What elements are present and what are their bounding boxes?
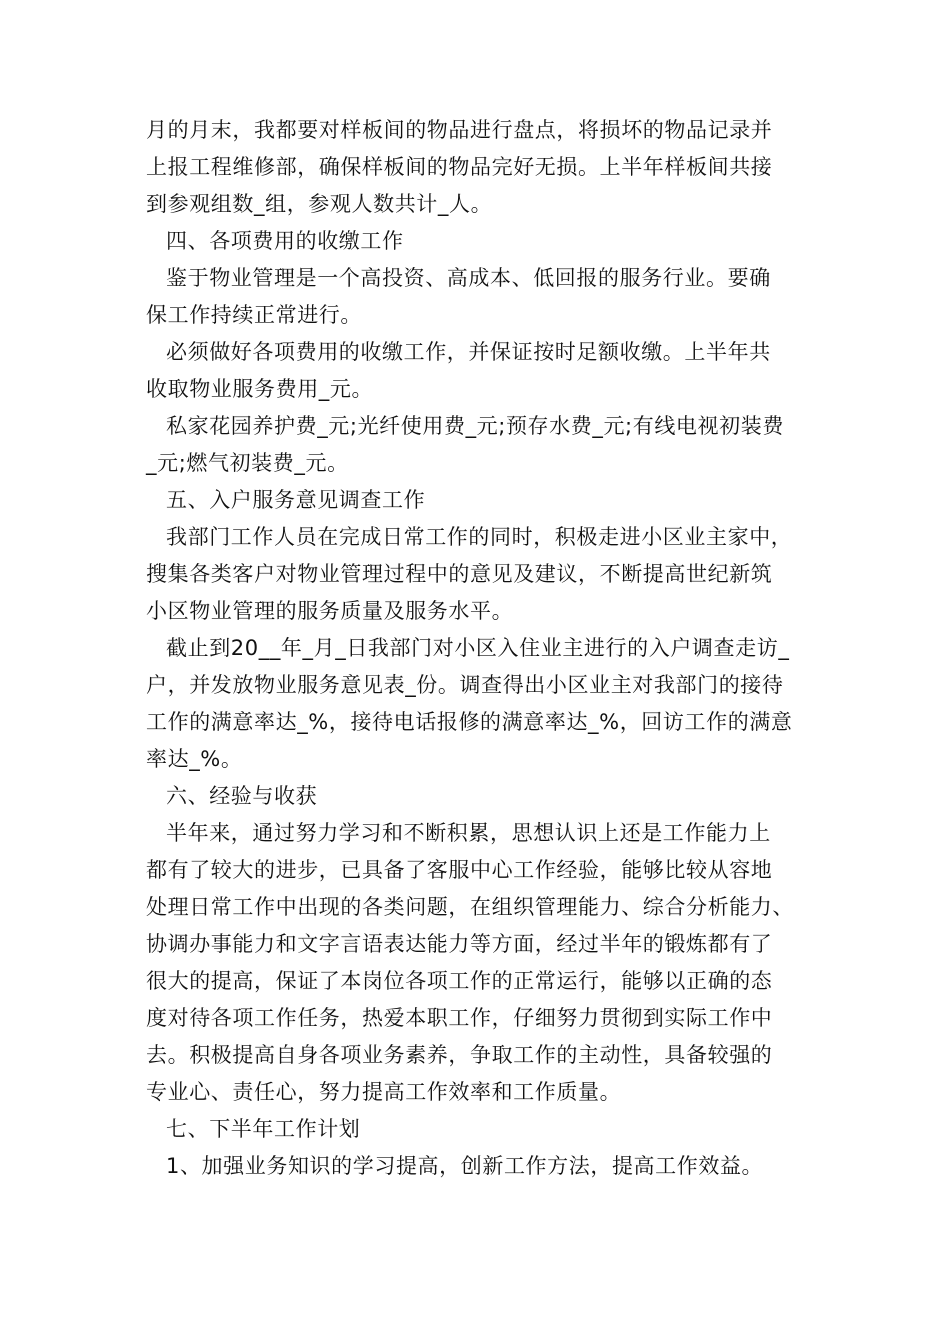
text-line: 工作的满意率达_%，接待电话报修的满意率达_%，回访工作的满意 (146, 710, 793, 734)
text-line: 保工作持续正常进行。 (146, 303, 362, 327)
text-line: 度对待各项工作任务，热爱本职工作，仔细努力贯彻到实际工作中 (146, 1006, 773, 1030)
document-body (146, 112, 822, 1185)
text-line: 率达_%。 (146, 747, 243, 771)
section-heading: 四、各项费用的收缴工作 (166, 229, 404, 253)
section-heading: 七、下半年工作计划 (166, 1117, 361, 1141)
text-line: 处理日常工作中出现的各类问题，在组织管理能力、综合分析能力、 (146, 895, 794, 919)
text-line: 我部门工作人员在完成日常工作的同时，积极走进小区业主家中， (166, 525, 793, 549)
text-line: _元;燃气初装费_元。 (146, 451, 349, 475)
text-line: 月的月末，我都要对样板间的物品进行盘点，将损坏的物品记录并 (146, 118, 773, 142)
text-line: 到参观组数_组，参观人数共计_人。 (146, 192, 493, 216)
list-item: 1、加强业务知识的学习提高，创新工作方法，提高工作效益。 (166, 1154, 764, 1178)
text-line: 半年来，通过努力学习和不断积累，思想认识上还是工作能力上 (166, 821, 771, 845)
text-line: 很大的提高，保证了本岗位各项工作的正常运行，能够以正确的态 (146, 969, 773, 993)
text-line: 去。积极提高自身各项业务素养，争取工作的主动性，具备较强的 (146, 1043, 773, 1067)
text-line: 户，并发放物业服务意见表_份。调查得出小区业主对我部门的接待 (146, 673, 784, 697)
text-line: 上报工程维修部，确保样板间的物品完好无损。上半年样板间共接 (146, 155, 773, 179)
text-line: 必须做好各项费用的收缴工作，并保证按时足额收缴。上半年共 (166, 340, 771, 364)
text-line: 专业心、责任心，努力提高工作效率和工作质量。 (146, 1080, 622, 1104)
section-heading: 五、入户服务意见调查工作 (166, 488, 426, 512)
text-line: 私家花园养护费_元;光纤使用费_元;预存水费_元;有线电视初装费 (166, 414, 784, 438)
text-line: 都有了较大的进步，已具备了客服中心工作经验，能够比较从容地 (146, 858, 773, 882)
section-heading: 六、经验与收获 (166, 784, 318, 808)
text-line: 截止到20__年_月_日我部门对小区入住业主进行的入户调查走访_ (166, 636, 790, 660)
text-line: 搜集各类客户对物业管理过程中的意见及建议，不断提高世纪新筑 (146, 562, 773, 586)
text-line: 小区物业管理的服务质量及服务水平。 (146, 599, 514, 623)
text-line: 收取物业服务费用_元。 (146, 377, 374, 401)
text-line: 协调办事能力和文字言语表达能力等方面，经过半年的锻炼都有了 (146, 932, 773, 956)
text-line: 鉴于物业管理是一个高投资、高成本、低回报的服务行业。要确 (166, 266, 771, 290)
